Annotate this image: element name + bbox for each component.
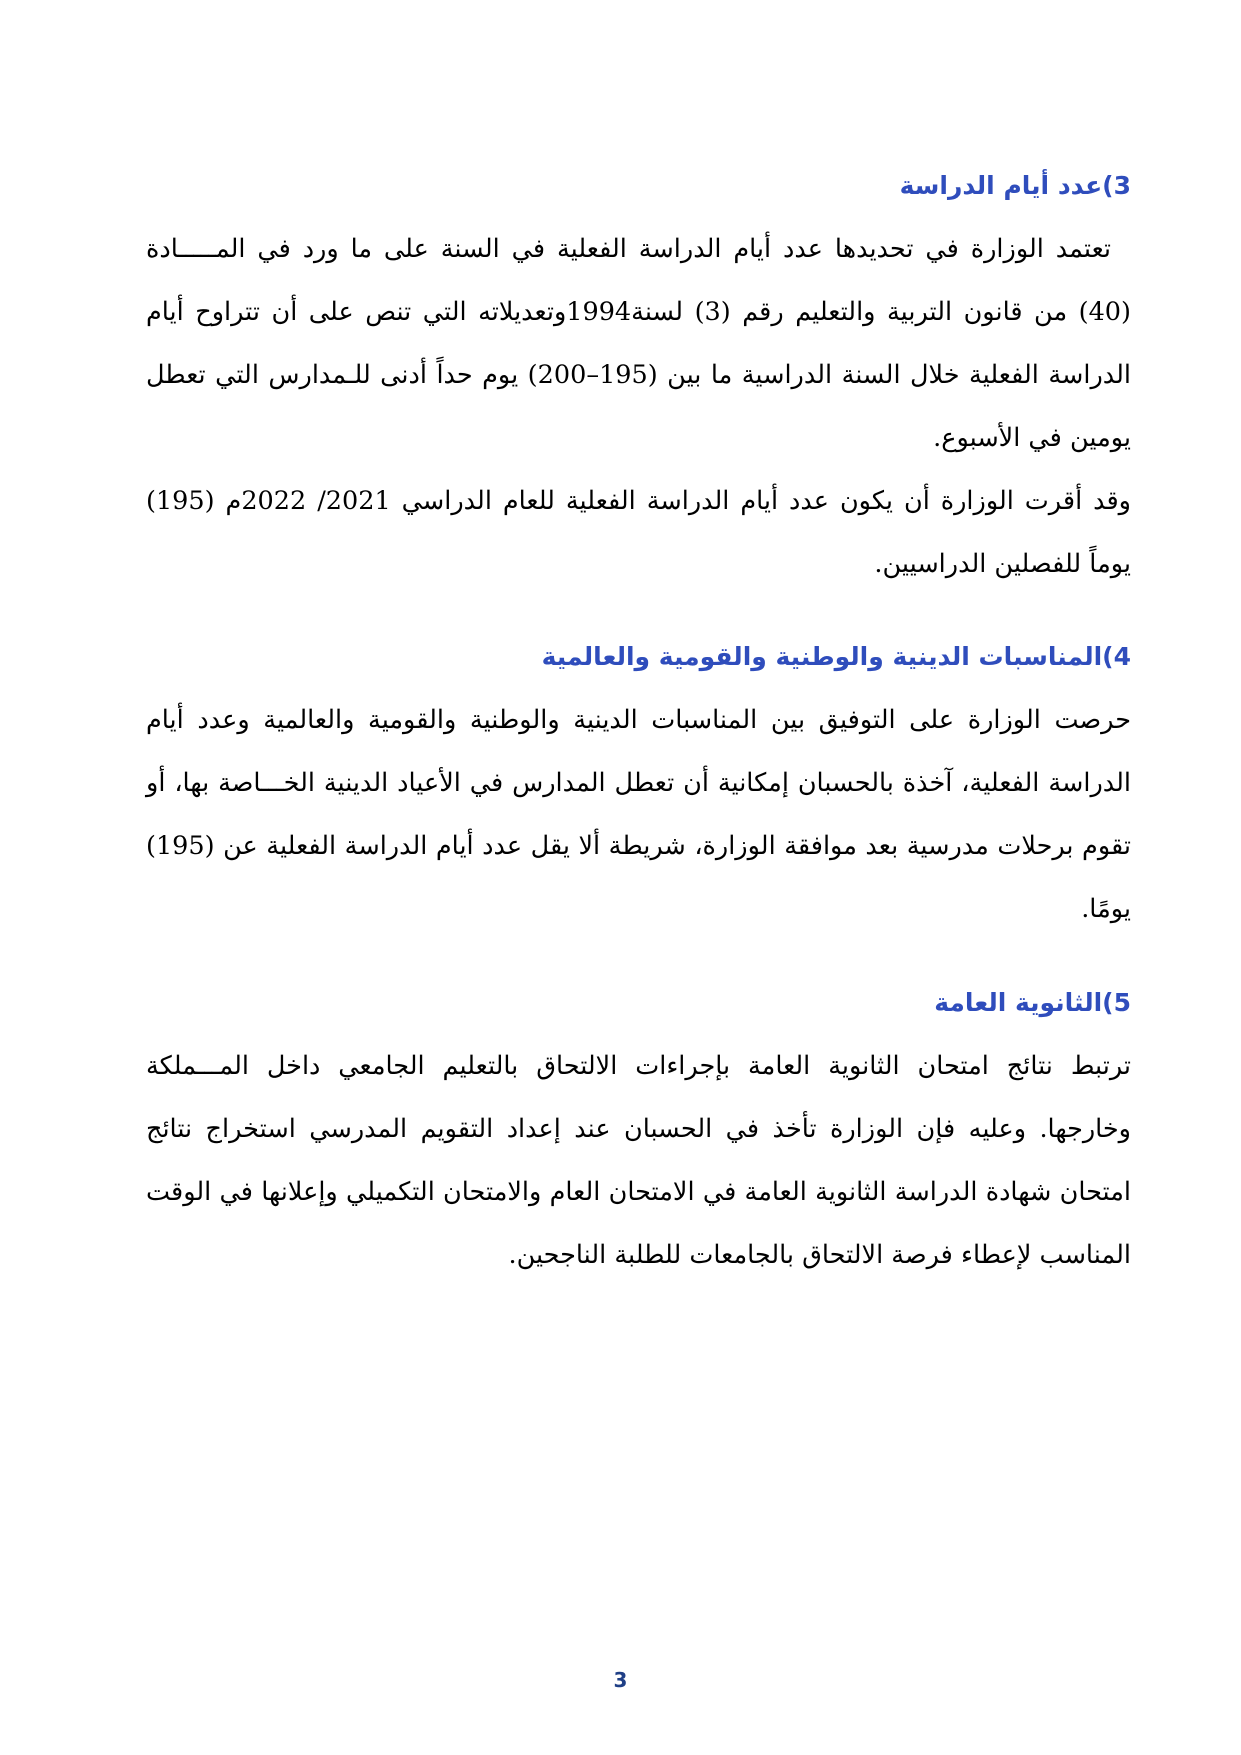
section-heading: 5)الثانوية العامة: [934, 988, 1131, 1017]
section-paragraph: ترتبط نتائج امتحان الثانوية العامة بإجراءات الالتحاق بالتعليم الجامعي داخل المـــملكة وخارجها. وعليه فإن الوزارة تأخذ في الحسبان عند إعداد التقويم المدرسي استخراج نتائج امتحان شهادة الدراسة الثانوية العامة في الامتحان العام والامتحان التكميلي وإعلانها في الوقت المناسب لإعطاء فرصة الالتحاق بالجامعات للطلبة الناجحين.: [146, 1051, 1131, 1270]
section-secondary-exam: [146, 983, 1131, 1287]
section-heading: 4)المناسبات الدينية والوطنية والقومية والعالمية: [541, 642, 1131, 671]
section-study-days: [146, 166, 1131, 596]
section-heading: 3)عدد أيام الدراسة: [899, 171, 1131, 200]
page-number: 3: [613, 1668, 628, 1692]
section-occasions: [146, 637, 1131, 941]
section-paragraph: حرصت الوزارة على التوفيق بين المناسبات الدينية والوطنية والقومية والعالمية وعدد أيام الدراسة الفعلية، آخذة بالحسبان إمكانية أن تعطل المدارس في الأعياد الدينية الخـــاصة بها، أو تقوم برحلات مدرسية بعد موافقة الوزارة، شريطة ألا يقل عدد أيام الدراسة الفعلية عن (195) يومًا.: [146, 705, 1131, 924]
section-paragraph: تعتمد الوزارة في تحديدها عدد أيام الدراسة الفعلية في السنة على ما ورد في المـــــادة (40) من قانون التربية والتعليم رقم (3) لسنة1994وتعديلاته التي تنص على أن تتراوح أيام الدراسة الفعلية خلال السنة الدراسية ما بين (195–200) يوم حداً أدنى للـمدارس التي تعطل يومين في الأسبوع.: [146, 234, 1131, 453]
section-paragraph: وقد أقرت الوزارة أن يكون عدد أيام الدراسة الفعلية للعام الدراسي 2021/ 2022م (195) يوماً للفصلين الدراسيين.: [146, 486, 1131, 579]
